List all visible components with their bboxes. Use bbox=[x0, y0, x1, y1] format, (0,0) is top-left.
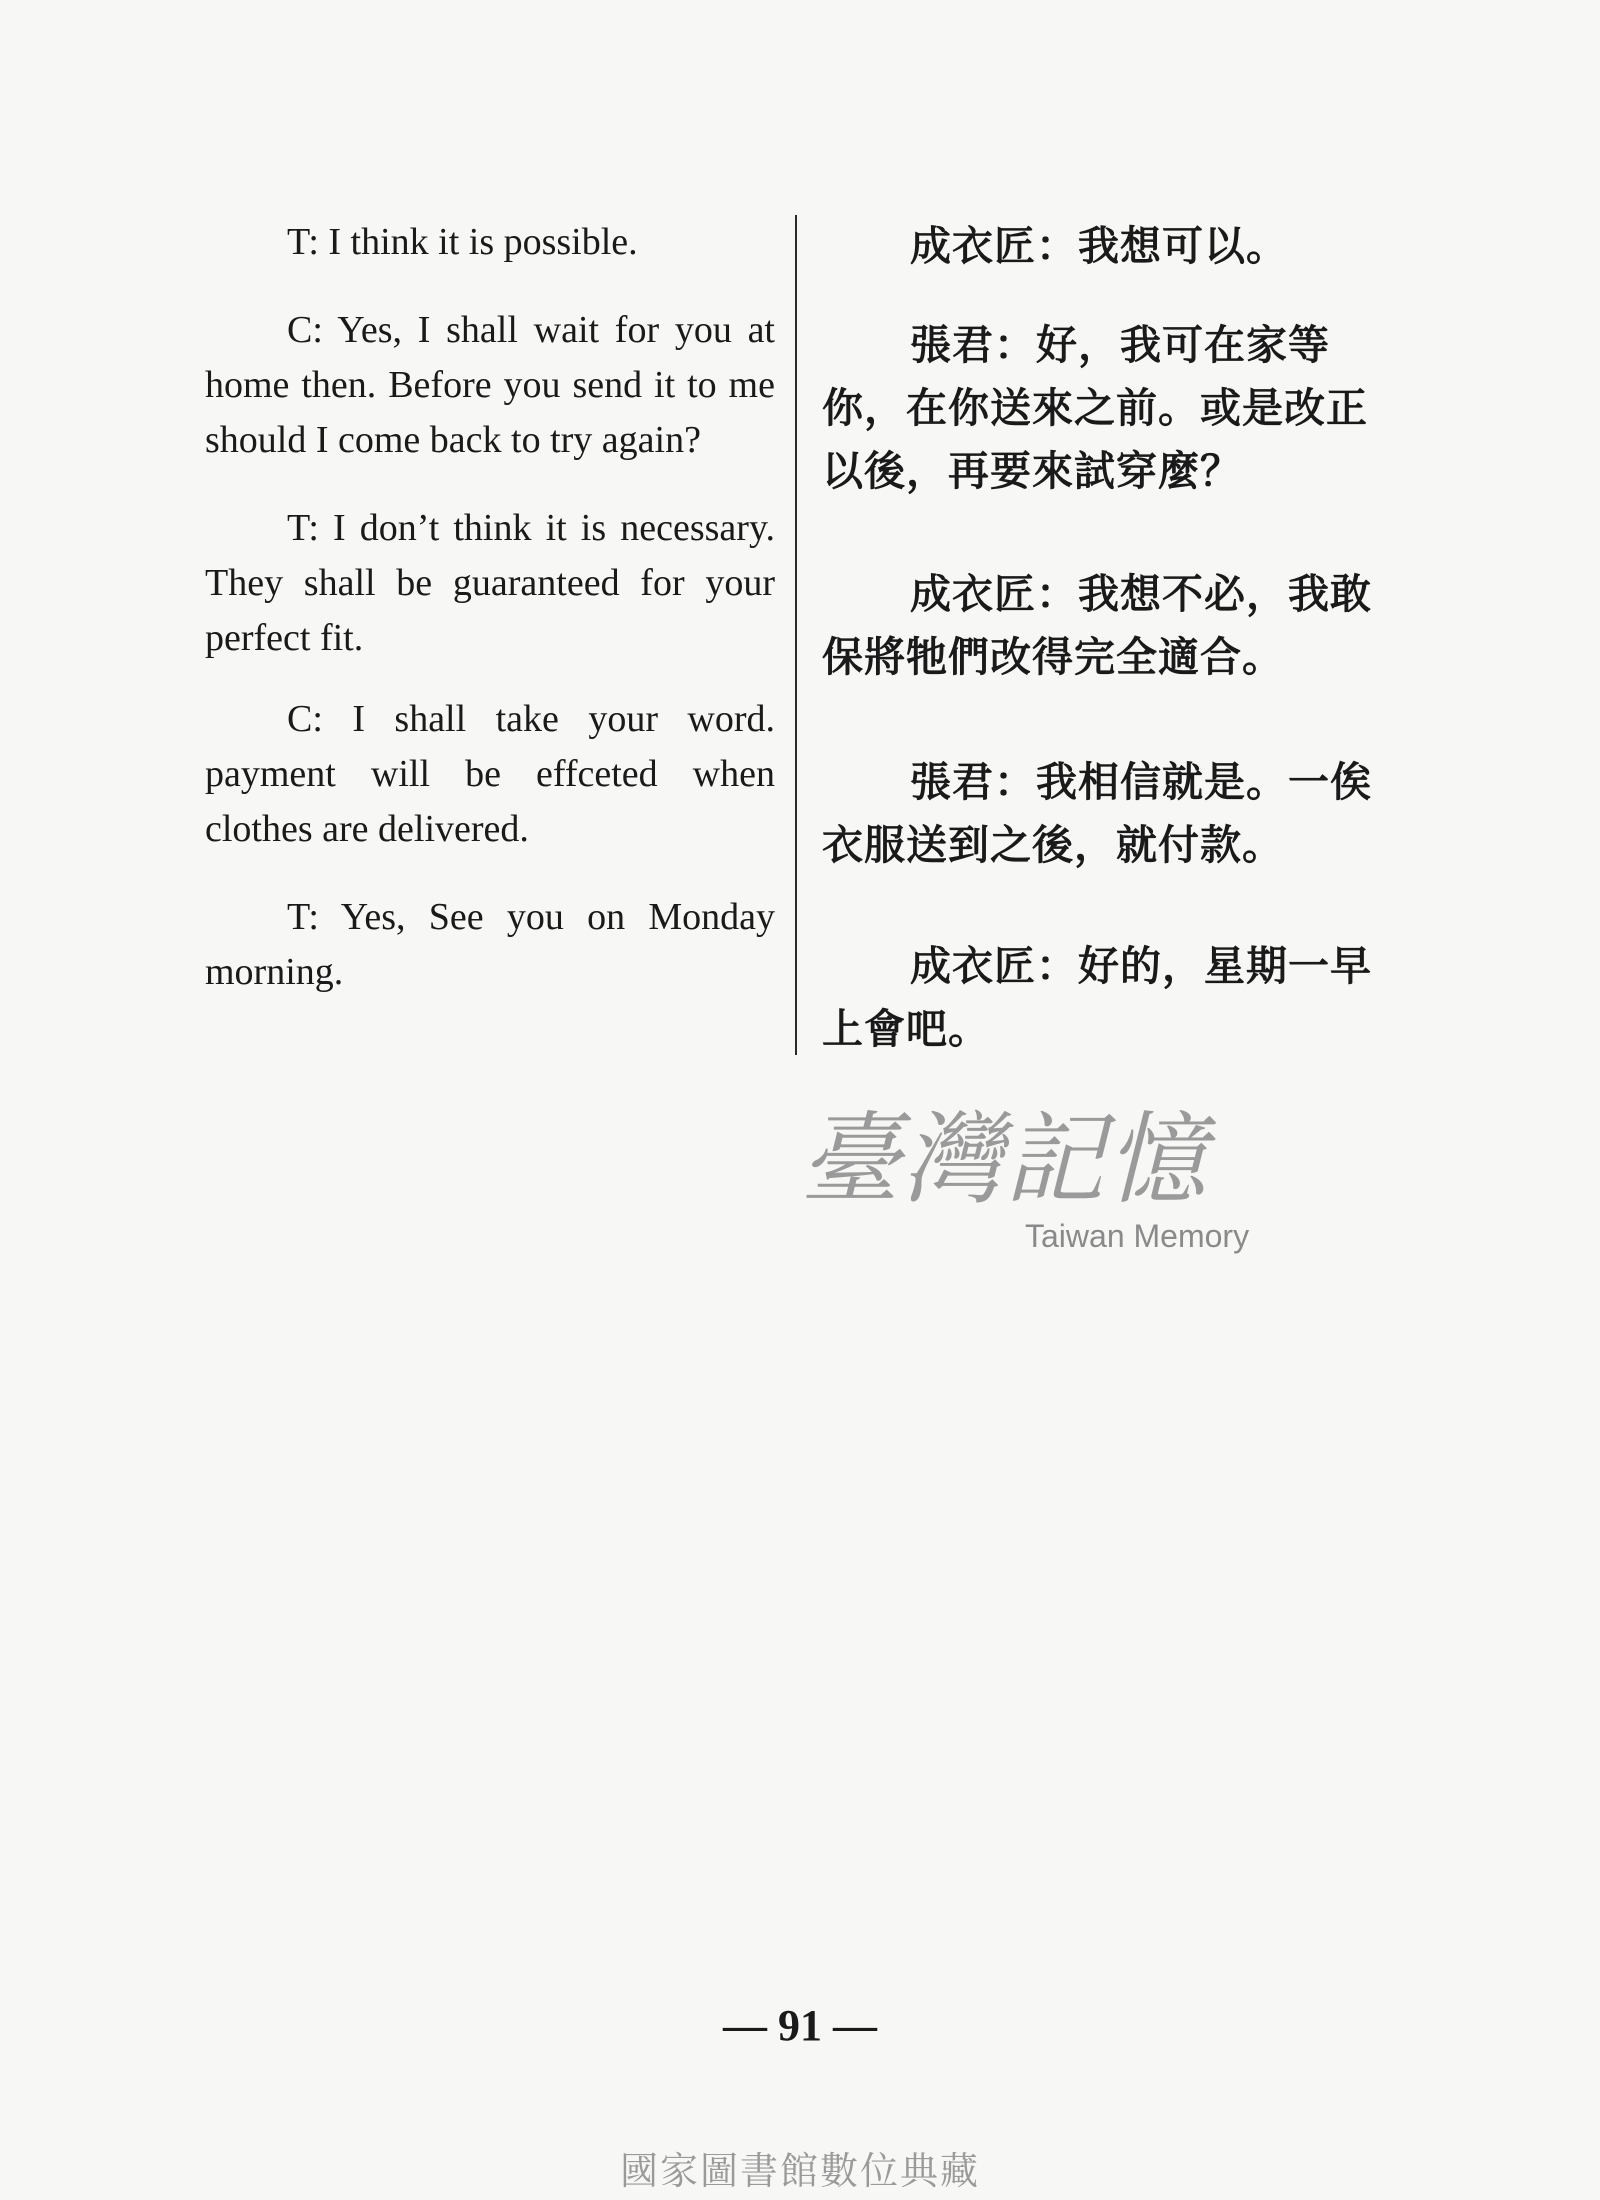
chinese-paragraph-3: 成衣匠：我想不必，我敢保將牠們改得完全適合。 bbox=[822, 570, 1372, 681]
watermark-chinese: 臺灣記憶 bbox=[800, 1101, 1208, 1218]
page-number: — 91 — bbox=[723, 2001, 877, 2050]
english-paragraph-3: T: I don’t think it is necessary. They shall be guaranteed for your perfect fit. bbox=[205, 507, 775, 659]
taiwan-memory-watermark bbox=[800, 1100, 1280, 1270]
footer-credit: 國家圖書館數位典藏 bbox=[619, 2149, 980, 2193]
chinese-paragraph-2: 張君：好，我可在家等你，在你送來之前。或是改正以後，再要來試穿麼？ bbox=[822, 321, 1368, 495]
column-divider bbox=[795, 215, 797, 1055]
english-paragraph-5: T: Yes, See you on Monday morning. bbox=[205, 896, 775, 993]
english-paragraph-2: C: Yes, I shall wait for you at home then. Before you send it to me should I come back to try again? bbox=[205, 309, 775, 461]
chinese-paragraph-4: 張君：我相信就是。一俟衣服送到之後，就付款。 bbox=[822, 758, 1372, 869]
watermark-english: Taiwan Memory bbox=[1025, 1218, 1250, 1254]
chinese-column bbox=[822, 215, 1397, 1061]
chinese-paragraph-5: 成衣匠：好的，星期一早上會吧。 bbox=[822, 942, 1372, 1053]
chinese-paragraph-1: 成衣匠：我想可以。 bbox=[910, 222, 1288, 270]
english-paragraph-4: C: I shall take your word. payment will be effceted when clothes are delivered. bbox=[205, 698, 775, 850]
english-paragraph-1: T: I think it is possible. bbox=[287, 221, 638, 263]
english-column bbox=[205, 215, 775, 1033]
